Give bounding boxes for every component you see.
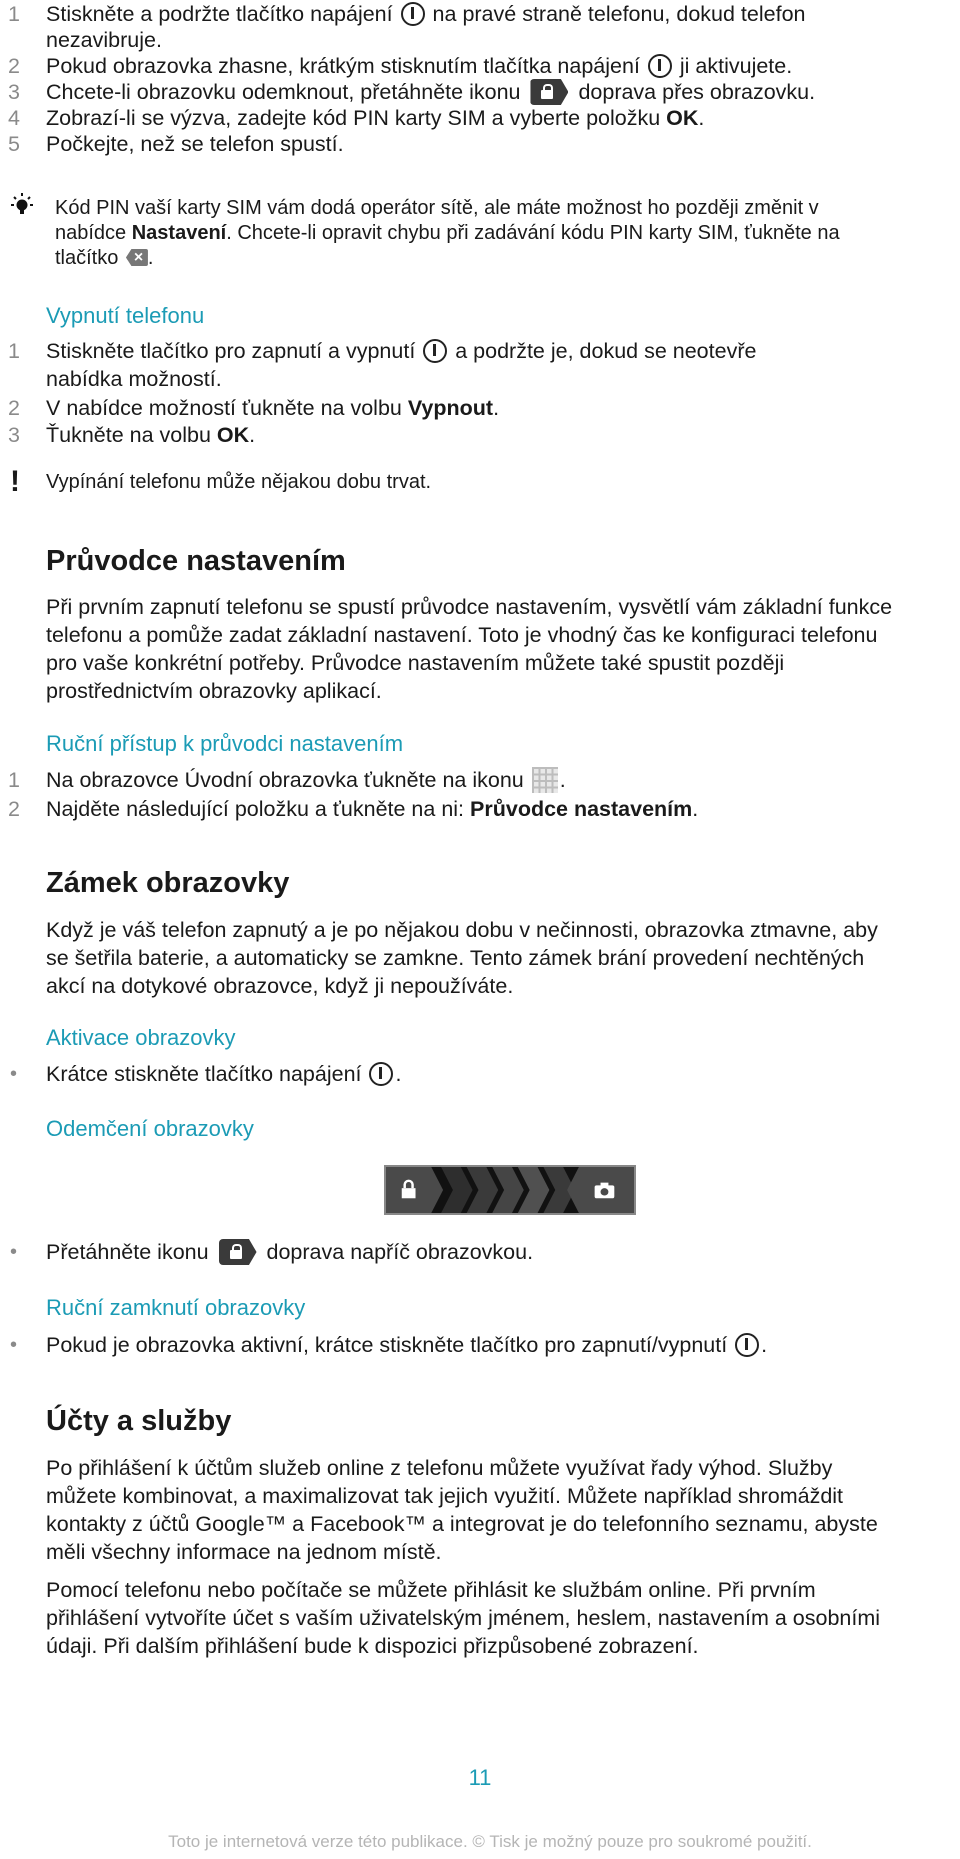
paragraph-line: přihlášení vytvoříte účet s vaším uživatelským jménem, heslem, nastavením a osobními [46, 1606, 881, 1630]
power-icon [648, 54, 672, 78]
page-number: 11 [468, 1765, 492, 1790]
paragraph-line: Po přihlášení k účtům služeb online z telefonu můžete využívat řady výhod. Služby [46, 1456, 833, 1480]
step-text: Počkejte, než se telefon spustí. [46, 132, 344, 156]
section-subheading: Ruční přístup k průvodci nastavením [46, 731, 404, 756]
paragraph-line: telefonu a pomůže zadat základní nastavení. Toto je vhodný čas ke konfiguraci telefonu [46, 623, 878, 647]
paragraph-line: akcí na dotykové obrazovce, když ji nepoužíváte. [46, 974, 514, 998]
paragraph-line: můžete kombinovat, a maximalizovat tak jejich využití. Můžete například shromáždit [46, 1484, 844, 1508]
step-text: Najděte následující položku a ťukněte na ni: Průvodce nastavením. [46, 797, 699, 821]
paragraph-line: Když je váš telefon zapnutý a je po nějakou dobu v nečinnosti, obrazovka ztmavne, aby [46, 918, 878, 942]
paragraph-line: prostřednictvím obrazovky aplikací. [46, 679, 382, 703]
paragraph-line: Pomocí telefonu nebo počítače se můžete přihlásit ke službám online. Při prvním [46, 1578, 816, 1602]
bullet-text: Pokud je obrazovka aktivní, krátce stiskněte tlačítko pro zapnutí/vypnutí . [46, 1333, 768, 1357]
step-text: Na obrazovce Úvodní obrazovka ťukněte na ikonu . [46, 768, 566, 792]
step-number: 1 [8, 768, 20, 792]
paragraph-line: měli všechny informace na jednom místě. [46, 1540, 442, 1564]
step-text-cont: nabídka možností. [46, 367, 222, 391]
power-icon [423, 339, 447, 363]
bullet: • [10, 1241, 18, 1263]
section-subheading: Aktivace obrazovky [46, 1025, 236, 1050]
section-title: Průvodce nastavením [46, 545, 346, 577]
lock-icon [530, 79, 568, 105]
step-text: Zobrazí-li se výzva, zadejte kód PIN karty SIM a vyberte položku OK. [46, 106, 705, 130]
section-subheading: Vypnutí telefonu [46, 303, 205, 328]
bullet: • [10, 1063, 18, 1085]
bullet-text: Krátce stiskněte tlačítko napájení . [46, 1062, 402, 1086]
warning-text: Vypínání telefonu může nějakou dobu trvat. [46, 471, 432, 493]
step-text: Pokud obrazovka zhasne, krátkým stisknutím tlačítka napájení ji aktivujete. [46, 54, 793, 78]
step-text: Ťukněte na volbu OK. [46, 423, 256, 447]
step-number: 2 [8, 396, 20, 420]
step-number: 4 [8, 106, 20, 130]
paragraph-line: údaji. Při dalším přihlášení bude k dispozici přizpůsobené zobrazení. [46, 1634, 699, 1658]
paragraph-line: kontakty z účtů Google™ a Facebook™ a integrovat je do telefonního seznamu, abyste [46, 1512, 878, 1536]
section-subheading: Odemčení obrazovky [46, 1116, 254, 1141]
paragraph-line: se šetřila baterie, a automaticky se zamkne. Tento zámek brání provedení nechtěných [46, 946, 865, 970]
section-title: Zámek obrazovky [46, 867, 290, 899]
power-icon [369, 1062, 393, 1086]
step-text-cont: nezavibruje. [46, 28, 162, 52]
step-number: 5 [8, 132, 20, 156]
step-text: Stiskněte tlačítko pro zapnutí a vypnutí a podržte je, dokud se neotevře [46, 339, 757, 363]
step-text: Chcete-li obrazovku odemknout, přetáhněte ikonu doprava přes obrazovku. [46, 80, 816, 104]
paragraph-line: pro vaše konkrétní potřeby. Průvodce nastavením můžete také spustit později [46, 651, 785, 675]
step-text: Stiskněte a podržte tlačítko napájení na pravé straně telefonu, dokud telefon [46, 2, 806, 26]
power-icon [735, 1333, 759, 1357]
tip-text: nabídce Nastavení. Chcete-li opravit chybu při zadávání kódu PIN karty SIM, ťukněte na [55, 222, 840, 244]
step-number: 2 [8, 54, 20, 78]
tip-text: tlačítko ×. [55, 244, 153, 272]
tip-text: Kód PIN vaší karty SIM vám dodá operátor sítě, ale máte možnost ho později změnit v [55, 197, 819, 219]
backspace-icon [126, 249, 148, 266]
bullet-text: Přetáhněte ikonu doprava napříč obrazovkou. [46, 1240, 534, 1264]
step-number: 1 [8, 339, 20, 363]
lock-icon [219, 1239, 257, 1265]
warning-icon: ! [10, 465, 20, 498]
paragraph-line: Při prvním zapnutí telefonu se spustí průvodce nastavením, vysvětlí vám základní funkce [46, 595, 893, 619]
footer-notice: Toto je internetová verze této publikace. © Tisk je možný pouze pro soukromé použití. [168, 1832, 812, 1851]
lightbulb-icon [8, 192, 36, 220]
step-number: 3 [8, 423, 20, 447]
power-icon [401, 2, 425, 26]
step-number: 3 [8, 80, 20, 104]
app-grid-icon [532, 767, 558, 793]
section-subheading: Ruční zamknutí obrazovky [46, 1295, 306, 1320]
bullet: • [10, 1334, 18, 1356]
section-title: Účty a služby [46, 1405, 232, 1437]
step-number: 2 [8, 797, 20, 821]
step-text: V nabídce možností ťukněte na volbu Vypnout. [46, 396, 500, 420]
unlock-slider-image [384, 1165, 636, 1215]
step-number: 1 [8, 2, 20, 26]
